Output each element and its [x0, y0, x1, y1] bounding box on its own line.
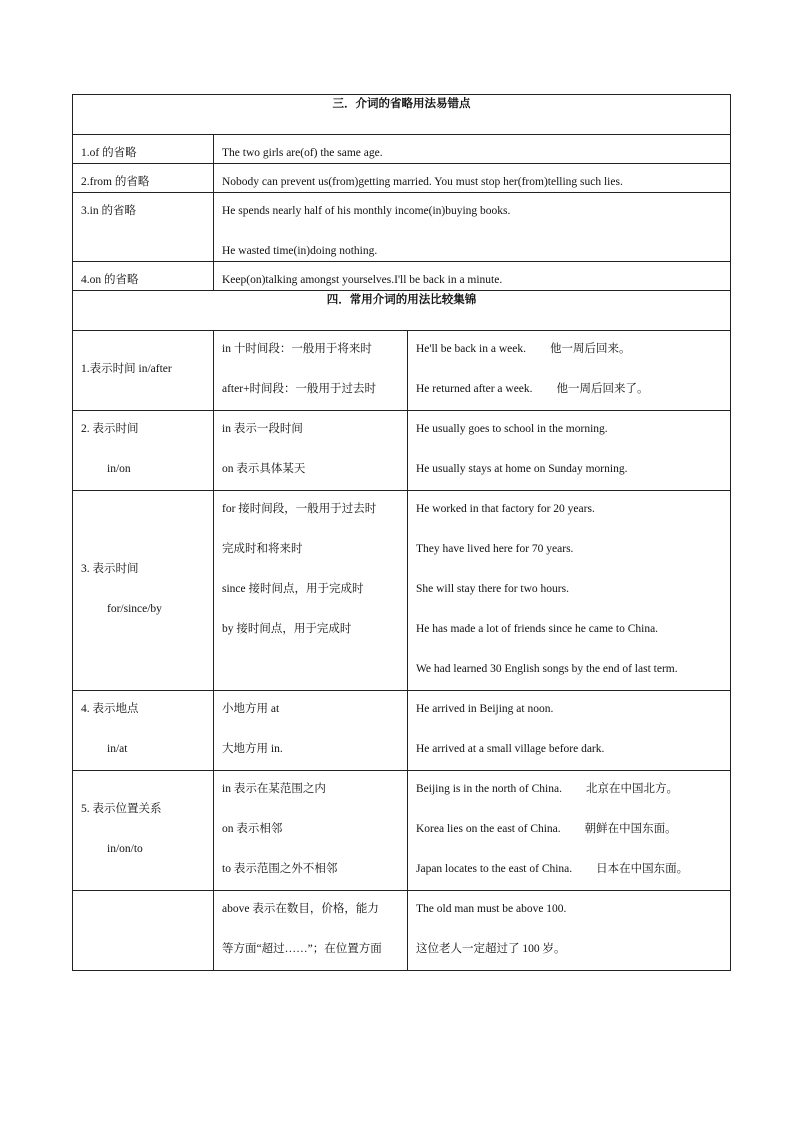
- usage-rule: 大地方用 in.: [222, 743, 283, 755]
- omission-label-wrap: [73, 135, 213, 163]
- omission-example-wrap: [214, 164, 730, 192]
- usage-example: [416, 459, 722, 479]
- usage-rule-cell: [214, 891, 408, 971]
- usage-rule-wrap: [214, 691, 407, 770]
- usage-row: [73, 891, 731, 971]
- usage-example-wrap: [408, 411, 730, 490]
- example-english: Japan locates to the east of China.: [416, 863, 573, 875]
- usage-rule: by 接时间点，用于完成时: [222, 623, 352, 635]
- omission-example-wrap: [214, 193, 730, 261]
- omission-label: 1.of 的省略: [81, 147, 137, 159]
- usage-rule: 完成时和将来时: [222, 543, 303, 555]
- usage-label: 2. 表示时间: [81, 423, 139, 435]
- omission-example: Nobody can prevent us(from)getting married. You must stop her(from)telling such lies.: [222, 176, 623, 188]
- example-english: Beijing is in the north of China.: [416, 783, 562, 795]
- usage-row: [73, 491, 731, 691]
- usage-example-wrap: [408, 331, 730, 410]
- usage-example-wrap: [408, 891, 730, 970]
- usage-example: [416, 899, 722, 919]
- usage-example-wrap: [408, 771, 730, 890]
- usage-rule-wrap: [214, 411, 407, 490]
- omission-example: He wasted time(in)doing nothing.: [222, 245, 378, 257]
- grammar-table: [72, 94, 731, 971]
- example-english: The old man must be above 100.: [416, 903, 567, 915]
- usage-label: 4. 表示地点: [81, 703, 139, 715]
- usage-example-cell: [408, 491, 731, 691]
- usage-example-cell: [408, 771, 731, 891]
- omission-label-cell: [73, 135, 214, 164]
- omission-label-wrap: [73, 164, 213, 192]
- omission-example-cell: [214, 135, 731, 164]
- usage-label: for/since/by: [107, 603, 162, 615]
- usage-label-wrap: [73, 331, 213, 410]
- usage-rule: above 表示在数目，价格，能力: [222, 903, 379, 915]
- usage-label-wrap: [73, 491, 213, 690]
- usage-example: [416, 579, 722, 599]
- usage-label: in/on/to: [107, 843, 143, 855]
- usage-example-cell: [408, 891, 731, 971]
- example-english: He returned after a week.: [416, 383, 533, 395]
- usage-rule: after+时间段：一般用于过去时: [222, 383, 377, 395]
- omission-example-cell: [214, 164, 731, 193]
- usage-row: [73, 771, 731, 891]
- usage-row: [73, 411, 731, 491]
- omission-example-cell: [214, 262, 731, 291]
- section-3-title: 三．介词的省略用法易错点: [73, 95, 731, 135]
- usage-example: [416, 659, 722, 679]
- omission-example: The two girls are(of) the same age.: [222, 147, 383, 159]
- example-chinese: 他一周后回来。: [550, 343, 631, 355]
- usage-label: 1.表示时间 in/after: [81, 363, 172, 375]
- example-english: She will stay there for two hours.: [416, 583, 569, 595]
- usage-rule: 等方面“超过……”；在位置方面: [222, 943, 382, 955]
- usage-rule-cell: [214, 771, 408, 891]
- usage-rule-wrap: [214, 331, 407, 410]
- usage-label: in/at: [107, 743, 128, 755]
- omission-label-wrap: [73, 193, 213, 221]
- usage-label: in/on: [107, 463, 131, 475]
- usage-label: 3. 表示时间: [81, 563, 139, 575]
- usage-rule: for 接时间段，一般用于过去时: [222, 503, 377, 515]
- omission-row: [73, 193, 731, 262]
- omission-label-cell: [73, 262, 214, 291]
- usage-example: [416, 419, 722, 439]
- usage-label: 5. 表示位置关系: [81, 803, 162, 815]
- usage-example: [416, 379, 722, 399]
- usage-rule: on 表示相邻: [222, 823, 283, 835]
- usage-rule-cell: [214, 691, 408, 771]
- omission-label-cell: [73, 164, 214, 193]
- section-3-title-row: [73, 95, 731, 135]
- usage-example-wrap: [408, 691, 730, 770]
- omission-label-wrap: [73, 262, 213, 290]
- usage-rule: in 表示在某范围之内: [222, 783, 326, 795]
- usage-example: [416, 739, 722, 759]
- usage-label-cell: [73, 331, 214, 411]
- usage-example: [416, 619, 722, 639]
- example-english: We had learned 30 English songs by the end of last term.: [416, 663, 678, 675]
- usage-rule: in 十时间段：一般用于将来时: [222, 343, 372, 355]
- usage-example: [416, 339, 722, 359]
- usage-rule-wrap: [214, 491, 407, 690]
- omission-label: 3.in 的省略: [81, 205, 136, 217]
- example-english: He usually stays at home on Sunday morning.: [416, 463, 628, 475]
- example-english: 这位老人一定超过了 100 岁。: [416, 943, 566, 955]
- omission-row: [73, 135, 731, 164]
- example-chinese: 他一周后回来了。: [556, 383, 649, 395]
- example-english: Korea lies on the east of China.: [416, 823, 561, 835]
- usage-example: [416, 779, 722, 799]
- omission-example-wrap: [214, 135, 730, 163]
- usage-label-cell: [73, 771, 214, 891]
- omission-example-cell: [214, 193, 731, 262]
- example-english: He arrived in Beijing at noon.: [416, 703, 554, 715]
- usage-row: [73, 331, 731, 411]
- example-chinese: 日本在中国东面。: [596, 863, 689, 875]
- usage-label-wrap: [73, 411, 213, 490]
- usage-rule: 小地方用 at: [222, 703, 280, 715]
- usage-example: [416, 699, 722, 719]
- usage-example: [416, 539, 722, 559]
- example-english: He usually goes to school in the morning.: [416, 423, 608, 435]
- usage-example-cell: [408, 691, 731, 771]
- usage-rule: in 表示一段时间: [222, 423, 303, 435]
- usage-rule: on 表示具体某天: [222, 463, 306, 475]
- omission-row: [73, 164, 731, 193]
- usage-rule-wrap: [214, 771, 407, 890]
- usage-example: [416, 939, 722, 959]
- omission-label: 2.from 的省略: [81, 176, 150, 188]
- usage-example: [416, 499, 722, 519]
- example-english: He arrived at a small village before dark.: [416, 743, 605, 755]
- usage-rule-cell: [214, 331, 408, 411]
- example-chinese: 北京在中国北方。: [585, 783, 678, 795]
- usage-label-cell: [73, 691, 214, 771]
- omission-example: Keep(on)talking amongst yourselves.I'll be back in a minute.: [222, 274, 503, 286]
- example-english: They have lived here for 70 years.: [416, 543, 574, 555]
- usage-label-cell: [73, 411, 214, 491]
- omission-example-wrap: [214, 262, 730, 290]
- usage-rule: to 表示范围之外不相邻: [222, 863, 338, 875]
- section-4-title-row: [73, 291, 731, 331]
- usage-example-wrap: [408, 491, 730, 690]
- example-english: He has made a lot of friends since he came to China.: [416, 623, 659, 635]
- usage-label-cell: [73, 891, 214, 971]
- omission-row: [73, 262, 731, 291]
- section-4-title: 四．常用介词的用法比较集锦: [73, 291, 731, 331]
- usage-label-wrap: [73, 771, 213, 890]
- usage-example-cell: [408, 411, 731, 491]
- usage-row: [73, 691, 731, 771]
- usage-label-wrap: [73, 891, 213, 970]
- usage-rule: since 接时间点，用于完成时: [222, 583, 364, 595]
- usage-label-wrap: [73, 691, 213, 770]
- usage-example-cell: [408, 331, 731, 411]
- omission-label-cell: [73, 193, 214, 262]
- omission-example: He spends nearly half of his monthly income(in)buying books.: [222, 205, 511, 217]
- omission-label: 4.on 的省略: [81, 274, 139, 286]
- example-english: He'll be back in a week.: [416, 343, 526, 355]
- usage-rule-wrap: [214, 891, 407, 970]
- usage-example: [416, 859, 722, 879]
- usage-rule-cell: [214, 491, 408, 691]
- usage-rule-cell: [214, 411, 408, 491]
- example-english: He worked in that factory for 20 years.: [416, 503, 595, 515]
- usage-label-cell: [73, 491, 214, 691]
- example-chinese: 朝鲜在中国东面。: [584, 823, 677, 835]
- usage-example: [416, 819, 722, 839]
